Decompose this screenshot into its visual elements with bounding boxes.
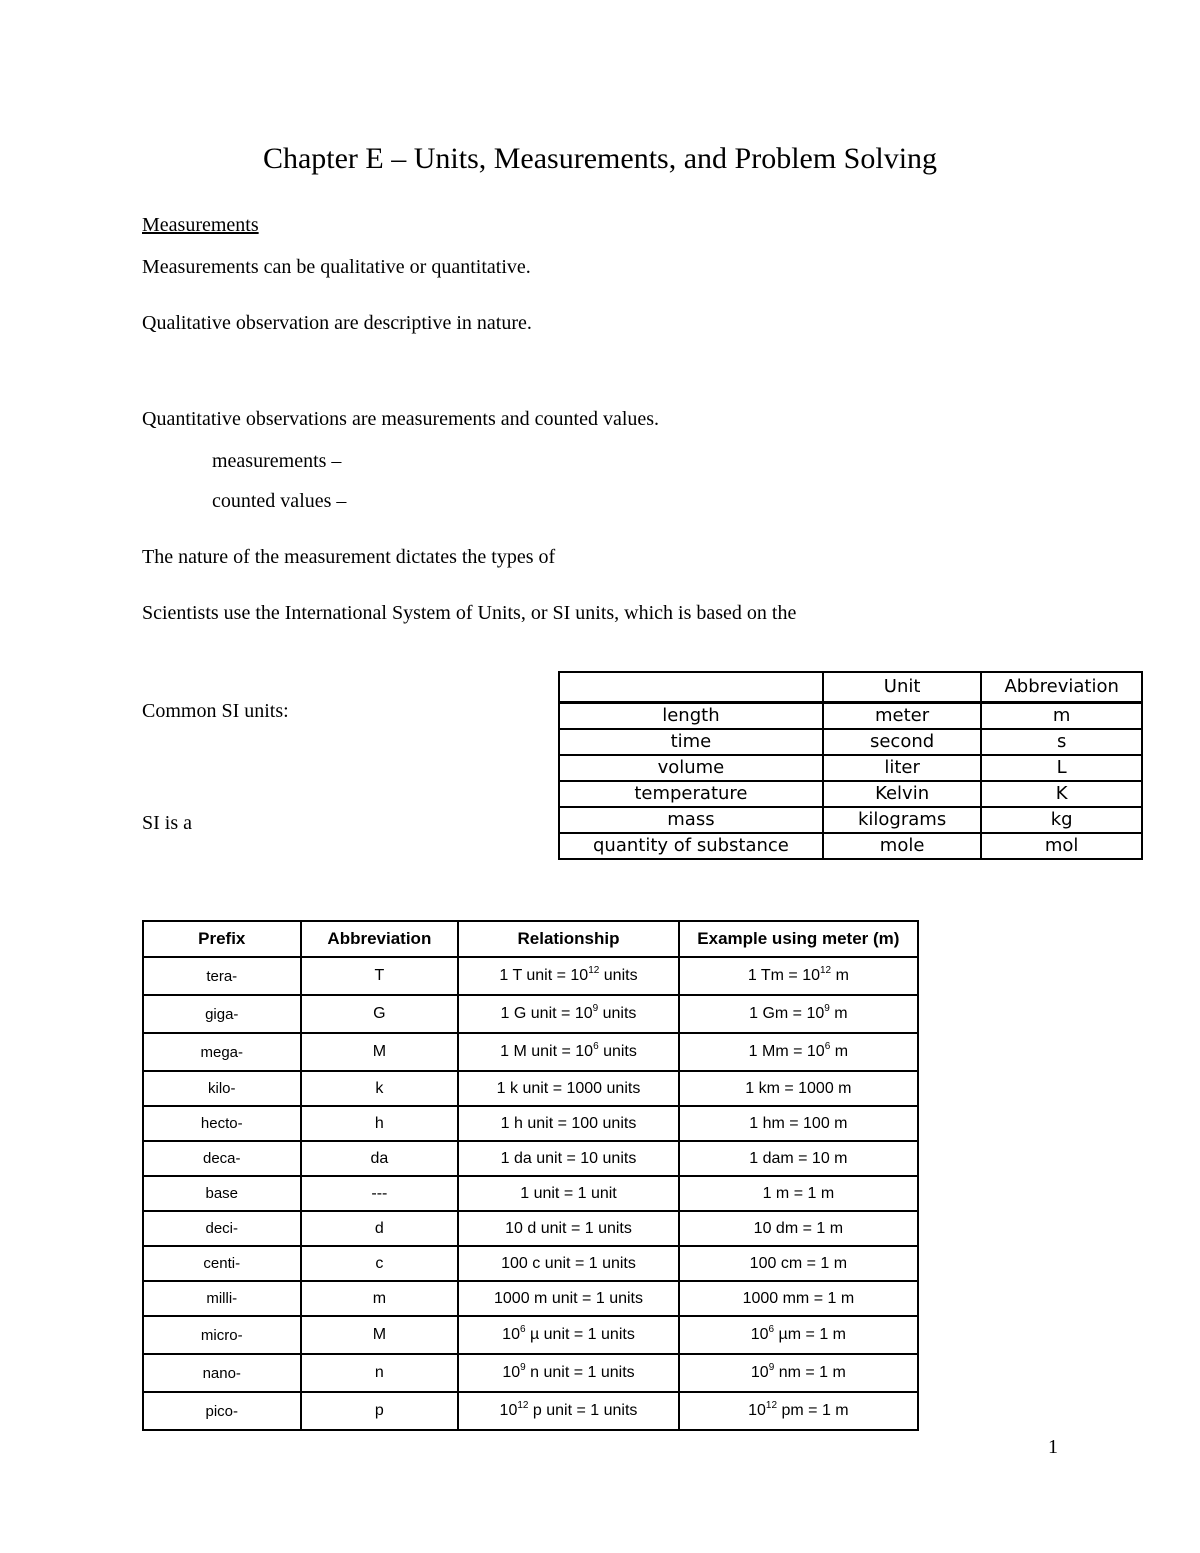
table-cell: L xyxy=(981,755,1142,781)
example-cell-exponent: 6 xyxy=(768,1324,775,1335)
table-row xyxy=(143,1106,918,1141)
table-cell: m xyxy=(981,703,1142,730)
header-cell: Abbreviation xyxy=(301,921,459,957)
relationship-cell xyxy=(458,1071,678,1106)
relationship-cell xyxy=(458,957,678,995)
relationship-cell-text: 10 d unit = 1 units xyxy=(505,1219,632,1237)
example-cell-text: 1000 mm = 1 m xyxy=(742,1289,855,1307)
table-header-row xyxy=(559,672,1142,703)
paragraph-nature: The nature of the measurement dictates the types of xyxy=(142,546,556,568)
table-cell: quantity of substance xyxy=(559,833,823,859)
relationship-cell-suffix: units xyxy=(598,1043,637,1060)
example-cell-text: 10 xyxy=(750,1326,769,1343)
table-header-row xyxy=(143,921,918,957)
relationship-cell-exponent: 6 xyxy=(593,1041,599,1052)
relationship-cell xyxy=(458,1176,678,1211)
paragraph-counted-values-item: counted values – xyxy=(212,490,347,512)
example-cell-suffix: m xyxy=(831,967,849,984)
example-cell xyxy=(679,1106,918,1141)
relationship-cell-suffix: n unit = 1 units xyxy=(525,1364,635,1381)
abbreviation-cell: M xyxy=(301,1316,459,1354)
relationship-cell-suffix: µ unit = 1 units xyxy=(525,1326,635,1343)
example-cell-suffix: m xyxy=(829,1005,848,1022)
example-cell-text: 10 xyxy=(748,1402,766,1419)
example-cell xyxy=(679,1354,918,1392)
example-cell xyxy=(679,1071,918,1106)
relationship-cell-text: 10 xyxy=(499,1402,518,1419)
prefix-cell: mega- xyxy=(143,1033,301,1071)
relationship-cell xyxy=(458,1281,678,1316)
example-cell-text: 1 km = 1000 m xyxy=(745,1079,852,1097)
example-cell xyxy=(679,1316,918,1354)
relationship-cell-text: 1 h unit = 100 units xyxy=(500,1114,637,1132)
example-cell xyxy=(679,1392,918,1430)
example-cell xyxy=(679,1176,918,1211)
header-cell: Example using meter (m) xyxy=(679,921,918,957)
example-cell-exponent: 6 xyxy=(824,1041,831,1052)
example-cell-text: 1 m = 1 m xyxy=(762,1184,835,1202)
si-units-table xyxy=(558,671,1143,860)
abbreviation-cell: p xyxy=(301,1392,459,1430)
example-cell-exponent: 9 xyxy=(824,1003,830,1014)
relationship-cell-exponent: 9 xyxy=(592,1003,599,1014)
example-cell-suffix: µm = 1 m xyxy=(774,1326,846,1343)
table-row xyxy=(143,1281,918,1316)
table-row xyxy=(143,1033,918,1071)
prefix-cell: centi- xyxy=(143,1246,301,1281)
paragraph-qualitative-quantitative: Measurements can be qualitative or quantitative. xyxy=(142,256,531,278)
table-row xyxy=(143,1246,918,1281)
relationship-cell-suffix: units xyxy=(598,1005,637,1022)
prefix-cell: milli- xyxy=(143,1281,301,1316)
paragraph-si-units: Scientists use the International System of Units, or SI units, which is based on the xyxy=(142,602,797,624)
relationship-cell-text: 10 xyxy=(502,1326,520,1343)
prefix-table-body xyxy=(143,957,918,1430)
prefix-cell: base xyxy=(143,1176,301,1211)
prefix-cell: pico- xyxy=(143,1392,301,1430)
example-cell-text: 10 dm = 1 m xyxy=(753,1219,844,1237)
abbreviation-cell: T xyxy=(301,957,459,995)
table-row xyxy=(559,807,1142,833)
example-cell xyxy=(679,1141,918,1176)
table-row xyxy=(559,833,1142,859)
table-cell: length xyxy=(559,703,823,730)
table-row xyxy=(559,755,1142,781)
relationship-cell xyxy=(458,1033,678,1071)
example-cell xyxy=(679,1246,918,1281)
abbreviation-cell: M xyxy=(301,1033,459,1071)
example-cell-text: 1 Mm = 10 xyxy=(748,1043,825,1060)
table-row xyxy=(143,957,918,995)
relationship-cell-exponent: 12 xyxy=(588,965,600,976)
relationship-cell-text: 1 unit = 1 unit xyxy=(520,1184,617,1202)
relationship-cell xyxy=(458,1246,678,1281)
table-row xyxy=(559,729,1142,755)
table-cell: second xyxy=(823,729,981,755)
example-cell-suffix: m xyxy=(830,1043,849,1060)
table-cell: kg xyxy=(981,807,1142,833)
example-cell-text: 1 Tm = 10 xyxy=(747,967,820,984)
table-row xyxy=(143,1316,918,1354)
relationship-cell-exponent: 9 xyxy=(520,1362,526,1373)
example-cell xyxy=(679,1033,918,1071)
header-cell: Relationship xyxy=(458,921,678,957)
relationship-cell-text: 1 T unit = 10 xyxy=(499,967,589,984)
paragraph-measurements-item: measurements – xyxy=(212,450,342,472)
table-cell: meter xyxy=(823,703,981,730)
abbreviation-cell: n xyxy=(301,1354,459,1392)
relationship-cell-text: 1 k unit = 1000 units xyxy=(496,1079,641,1097)
paragraph-si-is-a: SI is a xyxy=(142,812,192,834)
abbreviation-cell: k xyxy=(301,1071,459,1106)
prefix-cell: tera- xyxy=(143,957,301,995)
relationship-cell-suffix: p unit = 1 units xyxy=(528,1402,638,1419)
header-cell xyxy=(559,672,823,703)
table-row xyxy=(559,781,1142,807)
example-cell-text: 1 Gm = 10 xyxy=(749,1005,825,1022)
example-cell-text: 100 cm = 1 m xyxy=(749,1254,848,1272)
table-row xyxy=(143,1392,918,1430)
relationship-cell xyxy=(458,1316,678,1354)
table-cell: mass xyxy=(559,807,823,833)
example-cell-exponent: 12 xyxy=(765,1400,778,1411)
prefix-cell: nano- xyxy=(143,1354,301,1392)
relationship-cell-text: 100 c unit = 1 units xyxy=(501,1254,636,1272)
table-cell: temperature xyxy=(559,781,823,807)
paragraph-common-si: Common SI units: xyxy=(142,700,289,722)
relationship-cell-text: 1 M unit = 10 xyxy=(500,1043,594,1060)
abbreviation-cell: h xyxy=(301,1106,459,1141)
section-heading: Measurements xyxy=(142,214,259,236)
example-cell-text: 1 dam = 10 m xyxy=(749,1149,848,1167)
table-cell: Kelvin xyxy=(823,781,981,807)
example-cell xyxy=(679,1211,918,1246)
page-title: Chapter E – Units, Measurements, and Problem Solving xyxy=(262,142,938,175)
prefix-cell: kilo- xyxy=(143,1071,301,1106)
relationship-cell-text: 10 xyxy=(502,1364,521,1381)
table-cell: s xyxy=(981,729,1142,755)
prefix-cell: giga- xyxy=(143,995,301,1033)
table-row xyxy=(143,1354,918,1392)
prefix-cell: micro- xyxy=(143,1316,301,1354)
table-cell: mole xyxy=(823,833,981,859)
relationship-cell xyxy=(458,1392,678,1430)
prefix-cell: deca- xyxy=(143,1141,301,1176)
table-row xyxy=(143,995,918,1033)
example-cell-text: 1 hm = 100 m xyxy=(749,1114,848,1132)
table-cell: kilograms xyxy=(823,807,981,833)
prefix-cell: deci- xyxy=(143,1211,301,1246)
abbreviation-cell: --- xyxy=(301,1176,459,1211)
table-cell: time xyxy=(559,729,823,755)
page-number: 1 xyxy=(1048,1436,1058,1458)
table-row xyxy=(143,1141,918,1176)
relationship-cell xyxy=(458,1211,678,1246)
header-cell: Unit xyxy=(823,672,981,703)
table-cell: liter xyxy=(823,755,981,781)
abbreviation-cell: d xyxy=(301,1211,459,1246)
example-cell-exponent: 9 xyxy=(768,1362,775,1373)
table-cell: volume xyxy=(559,755,823,781)
relationship-cell-text: 1 G unit = 10 xyxy=(500,1005,593,1022)
si-prefix-table xyxy=(142,920,919,1431)
example-cell xyxy=(679,995,918,1033)
relationship-cell xyxy=(458,1106,678,1141)
abbreviation-cell: da xyxy=(301,1141,459,1176)
relationship-cell-text: 1000 m unit = 1 units xyxy=(494,1289,643,1307)
abbreviation-cell: G xyxy=(301,995,459,1033)
relationship-cell-suffix: units xyxy=(599,967,638,984)
example-cell-suffix: nm = 1 m xyxy=(774,1364,846,1381)
table-cell: K xyxy=(981,781,1142,807)
relationship-cell xyxy=(458,995,678,1033)
abbreviation-cell: c xyxy=(301,1246,459,1281)
header-cell: Prefix xyxy=(143,921,301,957)
example-cell-suffix: pm = 1 m xyxy=(777,1402,849,1419)
table-row xyxy=(559,703,1142,730)
relationship-cell xyxy=(458,1141,678,1176)
relationship-cell-exponent: 12 xyxy=(517,1400,529,1411)
table-cell: mol xyxy=(981,833,1142,859)
example-cell-exponent: 12 xyxy=(820,965,832,976)
relationship-cell-text: 1 da unit = 10 units xyxy=(500,1149,637,1167)
paragraph-qualitative: Qualitative observation are descriptive in nature. xyxy=(142,312,532,334)
header-cell: Abbreviation xyxy=(981,672,1142,703)
paragraph-quantitative: Quantitative observations are measurements and counted values. xyxy=(142,408,660,430)
example-cell-text: 10 xyxy=(750,1364,769,1381)
table-row xyxy=(143,1071,918,1106)
relationship-cell xyxy=(458,1354,678,1392)
relationship-cell-exponent: 6 xyxy=(519,1324,526,1335)
table-row xyxy=(143,1211,918,1246)
abbreviation-cell: m xyxy=(301,1281,459,1316)
table-row xyxy=(143,1176,918,1211)
prefix-cell: hecto- xyxy=(143,1106,301,1141)
example-cell xyxy=(679,957,918,995)
example-cell xyxy=(679,1281,918,1316)
